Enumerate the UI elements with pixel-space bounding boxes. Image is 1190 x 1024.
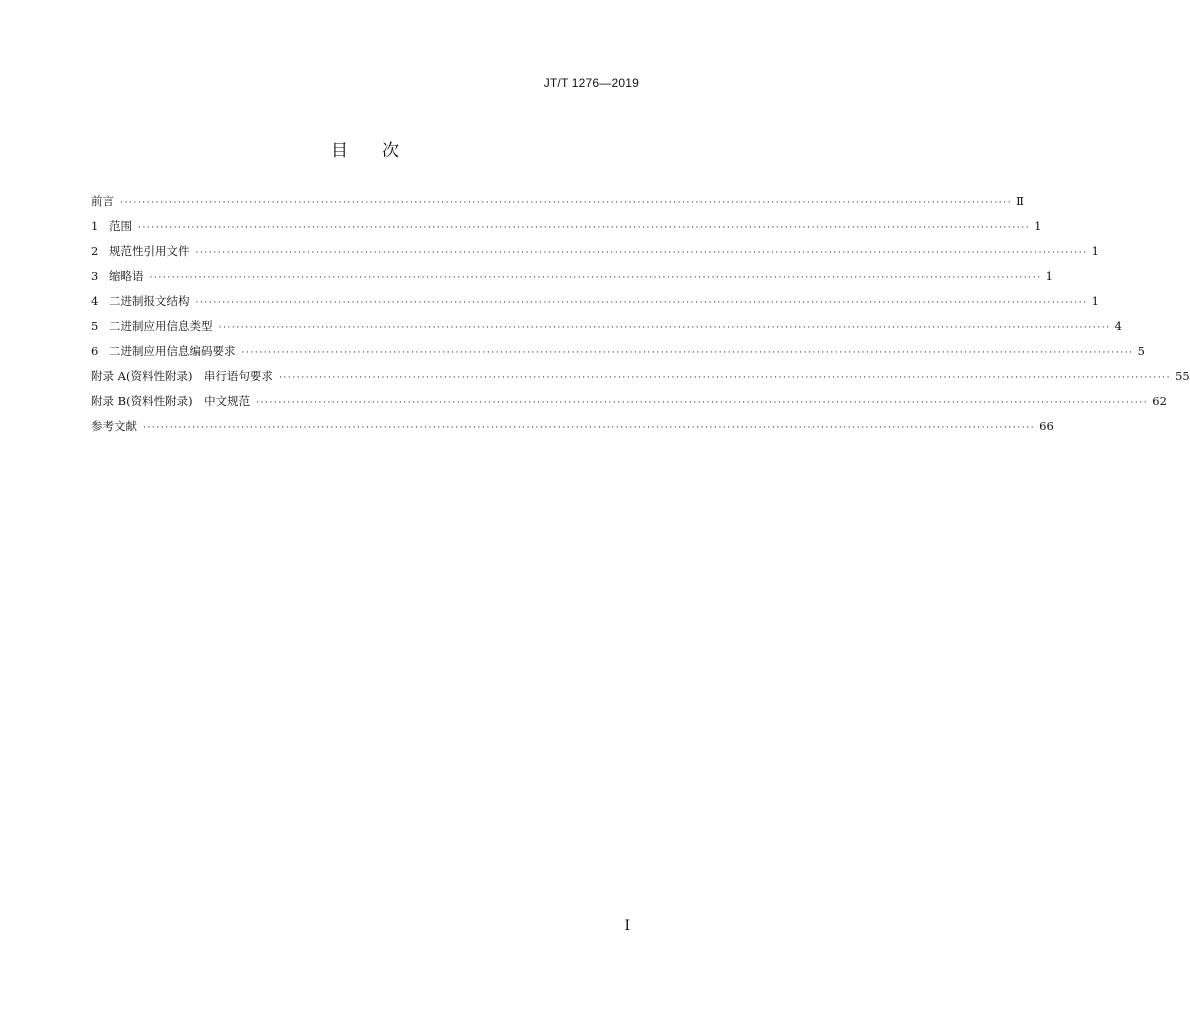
toc-entry-text: 范围 [109, 219, 132, 233]
toc-entry[interactable] [91, 343, 1145, 368]
toc-entry-label [91, 293, 190, 309]
toc-entry-number: 5 [91, 319, 99, 333]
toc-entry-label [91, 368, 273, 384]
page-title: 目次 [331, 141, 433, 161]
toc-leader-dots: ········································································································································································································ [120, 198, 1013, 208]
toc-entry-text: 附录 B(资料性附录) 中文规范 [91, 394, 251, 408]
toc-entry[interactable] [91, 193, 1024, 218]
toc-entry-page: 55 [1175, 369, 1190, 383]
toc-entry-label [91, 243, 190, 259]
toc-entry-page: 5 [1137, 344, 1145, 358]
toc-entry-label [91, 318, 213, 334]
toc-entry-number: 6 [91, 344, 99, 358]
page-number: I [624, 918, 630, 934]
toc-entry-number: 2 [91, 244, 99, 258]
toc-entry[interactable] [91, 218, 1042, 243]
toc-entry-label [91, 393, 250, 409]
toc-leader-dots: ········································································································································································································ [256, 398, 1149, 408]
toc-entry-text: 缩略语 [109, 269, 144, 283]
toc-entry-page: 62 [1152, 394, 1167, 408]
table-of-contents [91, 193, 1190, 443]
toc-leader-dots: ········································································································································································································ [143, 423, 1036, 433]
toc-entry-label [91, 343, 236, 359]
toc-entry-number: 4 [91, 294, 99, 308]
toc-entry-page: Ⅱ [1016, 194, 1024, 208]
toc-leader-dots: ········································································································································································································ [138, 223, 1031, 233]
toc-entry-text: 二进制应用信息类型 [109, 319, 213, 333]
toc-entry[interactable] [91, 293, 1099, 318]
toc-entry-page: 4 [1114, 319, 1122, 333]
toc-leader-dots: ········································································································································································································ [149, 273, 1042, 283]
toc-entry-text: 前言 [91, 194, 114, 208]
standard-code: JT/T 1276—2019 [543, 76, 639, 90]
toc-entry-label [91, 193, 114, 209]
toc-entry[interactable] [91, 243, 1099, 268]
toc-entry-number: 1 [91, 219, 99, 233]
toc-entry-label [91, 218, 132, 234]
toc-leader-dots: ········································································································································································································ [195, 298, 1088, 308]
toc-entry[interactable] [91, 268, 1053, 293]
toc-entry-page: 1 [1045, 269, 1053, 283]
toc-leader-dots: ········································································································································································································ [241, 348, 1134, 358]
toc-entry[interactable] [91, 393, 1167, 418]
toc-entry-text: 二进制应用信息编码要求 [109, 344, 236, 358]
toc-entry-page: 1 [1091, 244, 1099, 258]
toc-entry[interactable] [91, 318, 1122, 343]
toc-entry-page: 66 [1039, 419, 1054, 433]
toc-entry-text: 附录 A(资料性附录) 串行语句要求 [91, 369, 273, 383]
toc-entry-label [91, 268, 144, 284]
toc-entry-text: 参考文献 [91, 419, 137, 433]
toc-leader-dots: ········································································································································································································ [278, 373, 1172, 383]
toc-entry[interactable] [91, 418, 1054, 443]
toc-entry[interactable] [91, 368, 1190, 393]
toc-entry-label [91, 418, 137, 434]
toc-entry-number: 3 [91, 269, 99, 283]
toc-leader-dots: ········································································································································································································ [195, 248, 1088, 258]
toc-leader-dots: ········································································································································································································ [218, 323, 1111, 333]
toc-entry-page: 1 [1034, 219, 1042, 233]
toc-entry-page: 1 [1091, 294, 1099, 308]
toc-entry-text: 规范性引用文件 [109, 244, 190, 258]
toc-entry-text: 二进制报文结构 [109, 294, 190, 308]
